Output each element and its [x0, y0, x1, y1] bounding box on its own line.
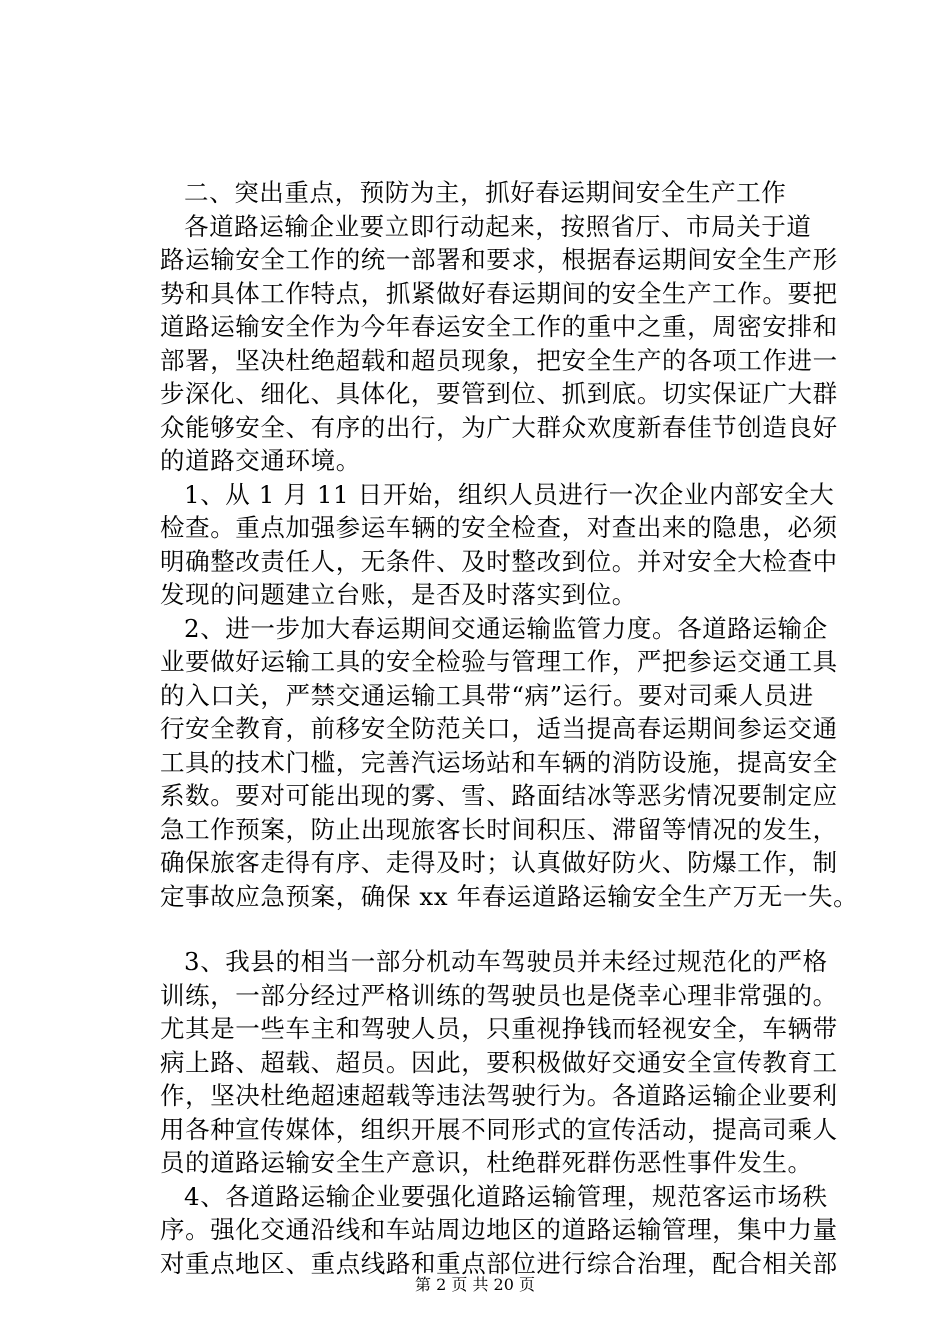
- paragraph-line: 系数。要对可能出现的雾、雪、路面结冰等恶劣情况要制定应: [160, 781, 838, 810]
- paragraph-line: 3、我县的相当一部分机动车驾驶员并未经过规范化的严格: [184, 947, 828, 976]
- paragraph-line: 检查。重点加强参运车辆的安全检查，对查出来的隐患，必须: [160, 513, 838, 542]
- paragraph-item-3-education: [160, 945, 838, 1180]
- paragraph-line: 作，坚决杜绝超速超载等违法驾驶行为。各道路运输企业要利: [160, 1081, 838, 1110]
- paragraph-line: 业要做好运输工具的安全检验与管理工作，严把参运交通工具: [160, 647, 838, 676]
- paragraph-line: 众能够安全、有序的出行，为广大群众欢度新春佳节创造良好: [160, 412, 838, 442]
- paragraph-line: 各道路运输企业要立即行动起来，按照省厅、市局关于道: [184, 211, 812, 241]
- paragraph-line: 路运输安全工作的统一部署和要求，根据春运期间安全生产形: [160, 245, 838, 274]
- paragraph-item-2-supervision: [160, 612, 859, 914]
- paragraph-line: 用各种宣传媒体，组织开展不同形式的宣传活动，提高司乘人: [160, 1114, 838, 1144]
- paragraph-line: 对重点地区、重点线路和重点部位进行综合治理，配合相关部: [160, 1248, 838, 1278]
- paragraph-line: 的入口关，严禁交通运输工具带“病”运行。要对司乘人员进: [160, 680, 814, 710]
- page-number-footer: 第 2 页 共 20 页: [415, 1275, 535, 1294]
- document-body: [160, 176, 859, 1280]
- paragraph-item-1-inspection: [160, 478, 838, 612]
- paragraph-line: 部署，坚决杜绝超载和超员现象，把安全生产的各项工作进一: [160, 345, 838, 375]
- paragraph-line: 势和具体工作特点，抓紧做好春运期间的安全生产工作。要把: [160, 278, 838, 308]
- paragraph-line: 步深化、细化、具体化，要管到位、抓到底。切实保证广大群: [160, 379, 838, 408]
- paragraph-line: 2、进一步加大春运期间交通运输监管力度。各道路运输企: [184, 613, 828, 643]
- paragraph-line: 1、从 1 月 11 日开始，组织人员进行一次企业内部安全大: [184, 479, 835, 509]
- paragraph-line: 员的道路运输安全生产意识，杜绝群死群伤恶性事件发生。: [160, 1148, 813, 1177]
- paragraph-line: 序。强化交通沿线和车站周边地区的道路运输管理，集中力量: [160, 1215, 838, 1244]
- paragraph-line: 行安全教育，前移安全防范关口，适当提高春运期间参运交通: [160, 714, 838, 743]
- paragraph-line: 病上路、超载、超员。因此，要积极做好交通安全宣传教育工: [160, 1047, 838, 1077]
- paragraph-line: 明确整改责任人，无条件、及时整改到位。并对安全大检查中: [160, 546, 838, 576]
- paragraph-line: 训练，一部分经过严格训练的驾驶员也是侥幸心理非常强的。: [160, 980, 838, 1010]
- paragraph-line: 定事故应急预案，确保 xx 年春运道路运输安全生产万无一失。: [160, 881, 859, 911]
- paragraph-road-transport-safety: [160, 210, 838, 478]
- paragraph-line: 道路运输安全作为今年春运安全工作的重中之重，周密安排和: [160, 312, 838, 341]
- section-heading: 二、突出重点，预防为主，抓好春运期间安全生产工作: [184, 178, 787, 207]
- paragraph-line: 4、各道路运输企业要强化道路运输管理，规范客运市场秩: [184, 1181, 828, 1211]
- paragraph-line: 确保旅客走得有序、走得及时；认真做好防火、防爆工作，制: [160, 848, 838, 877]
- paragraph-spacer: [160, 913, 834, 945]
- paragraph-line: 尤其是一些车主和驾驶人员，只重视挣钱而轻视安全，车辆带: [160, 1014, 838, 1043]
- paragraph-line: 工具的技术门槛，完善汽运场站和车辆的消防设施，提高安全: [160, 747, 838, 777]
- paragraph-line: 急工作预案，防止出现旅客长时间积压、滞留等情况的发生，: [160, 814, 838, 844]
- paragraph-line: 的道路交通环境。: [160, 446, 361, 475]
- paragraph-line: 发现的问题建立台账，是否及时落实到位。: [160, 580, 637, 609]
- paragraph-item-4-management: [160, 1180, 838, 1281]
